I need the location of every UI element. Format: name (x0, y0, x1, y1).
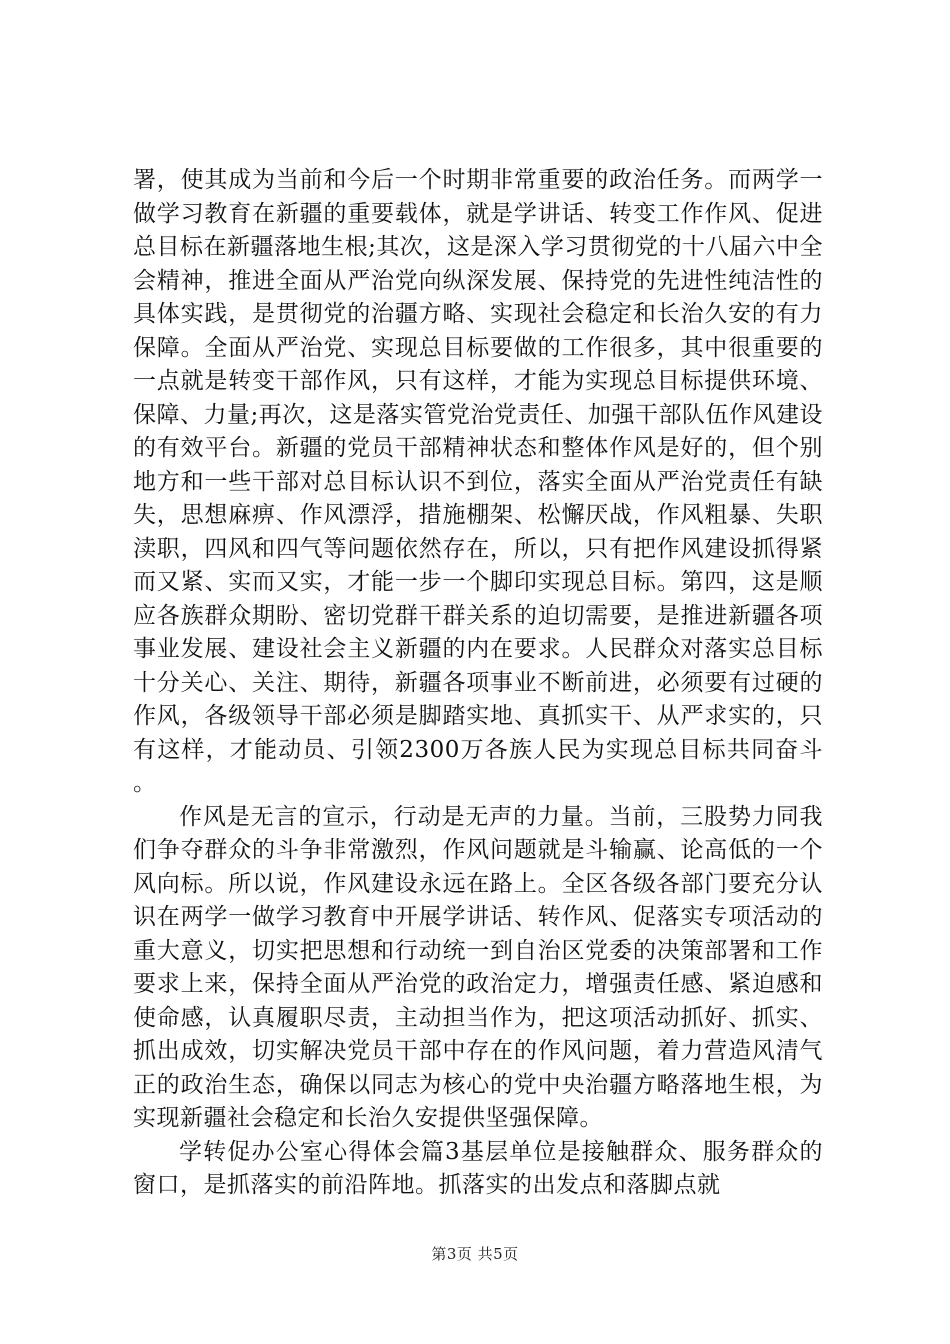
paragraph-2: 作风是无言的宣示，行动是无声的力量。当前，三股势力同我们争夺群众的斗争非常激烈，作风问题就是斗输赢、论高低的一个风向标。所以说，作风建设永远在路上。全区各级各部门要充分认识在两学一做学习教育中开展学讲话、转作风、促落实专项活动的重大意义，切实把思想和行动统一到自治区党委的决策部署和工作要求上来，保持全面从严治党的政治定力，增强责任感、紧迫感和使命感，认真履职尽责，主动担当作为，把这项活动抓好、抓实、抓出成效，切实解决党员干部中存在的作风问题，着力营造风清气正的政治生态，确保以同志为核心的党中央治疆方略落地生根，为实现新疆社会稳定和长治久安提供坚强保障。 (133, 803, 823, 1131)
paragraph-1: 署，使其成为当前和今后一个时期非常重要的政治任务。而两学一做学习教育在新疆的重要载体，就是学讲话、转变工作作风、促进总目标在新疆落地生根;其次，这是深入学习贯彻党的十八届六中全会精神，推进全面从严治党向纵深发展、保持党的先进性纯洁性的具体实践，是贯彻党的治疆方略、实现社会稳定和长治久安的有力保障。全面从严治党、实现总目标要做的工作很多，其中很重要的一点就是转变干部作风，只有这样，才能为实现总目标提供环境、保障、力量;再次，这是落实管党治党责任、加强干部队伍作风建设的有效平台。新疆的党员干部精神状态和整体作风是好的，但个别地方和一些干部对总目标认识不到位，落实全面从严治党责任有缺失，思想麻痹、作风漂浮，措施棚架、松懈厌战，作风粗暴、失职渎职，四风和四气等问题依然存在，所以，只有把作风建设抓得紧而又紧、实而又实，才能一步一个脚印实现总目标。第四，这是顺应各族群众期盼、密切党群干群关系的迫切需要，是推进新疆各项事业发展、建设社会主义新疆的内在要求。人民群众对落实总目标十分关心、关注、期待，新疆各项事业不断前进，必须要有过硬的作风，各级领导干部必须是脚踏实地、真抓实干、从严求实的，只有这样，才能动员、引领2300万各族人民为实现总目标共同奋斗。 (133, 167, 823, 796)
page-footer: 第3页 共5页 (431, 1245, 519, 1263)
paragraph-3: 学转促办公室心得体会篇3基层单位是接触群众、服务群众的窗口，是抓落实的前沿阵地。抓落实的出发点和落脚点就 (133, 1138, 823, 1198)
document-body (133, 164, 823, 1203)
